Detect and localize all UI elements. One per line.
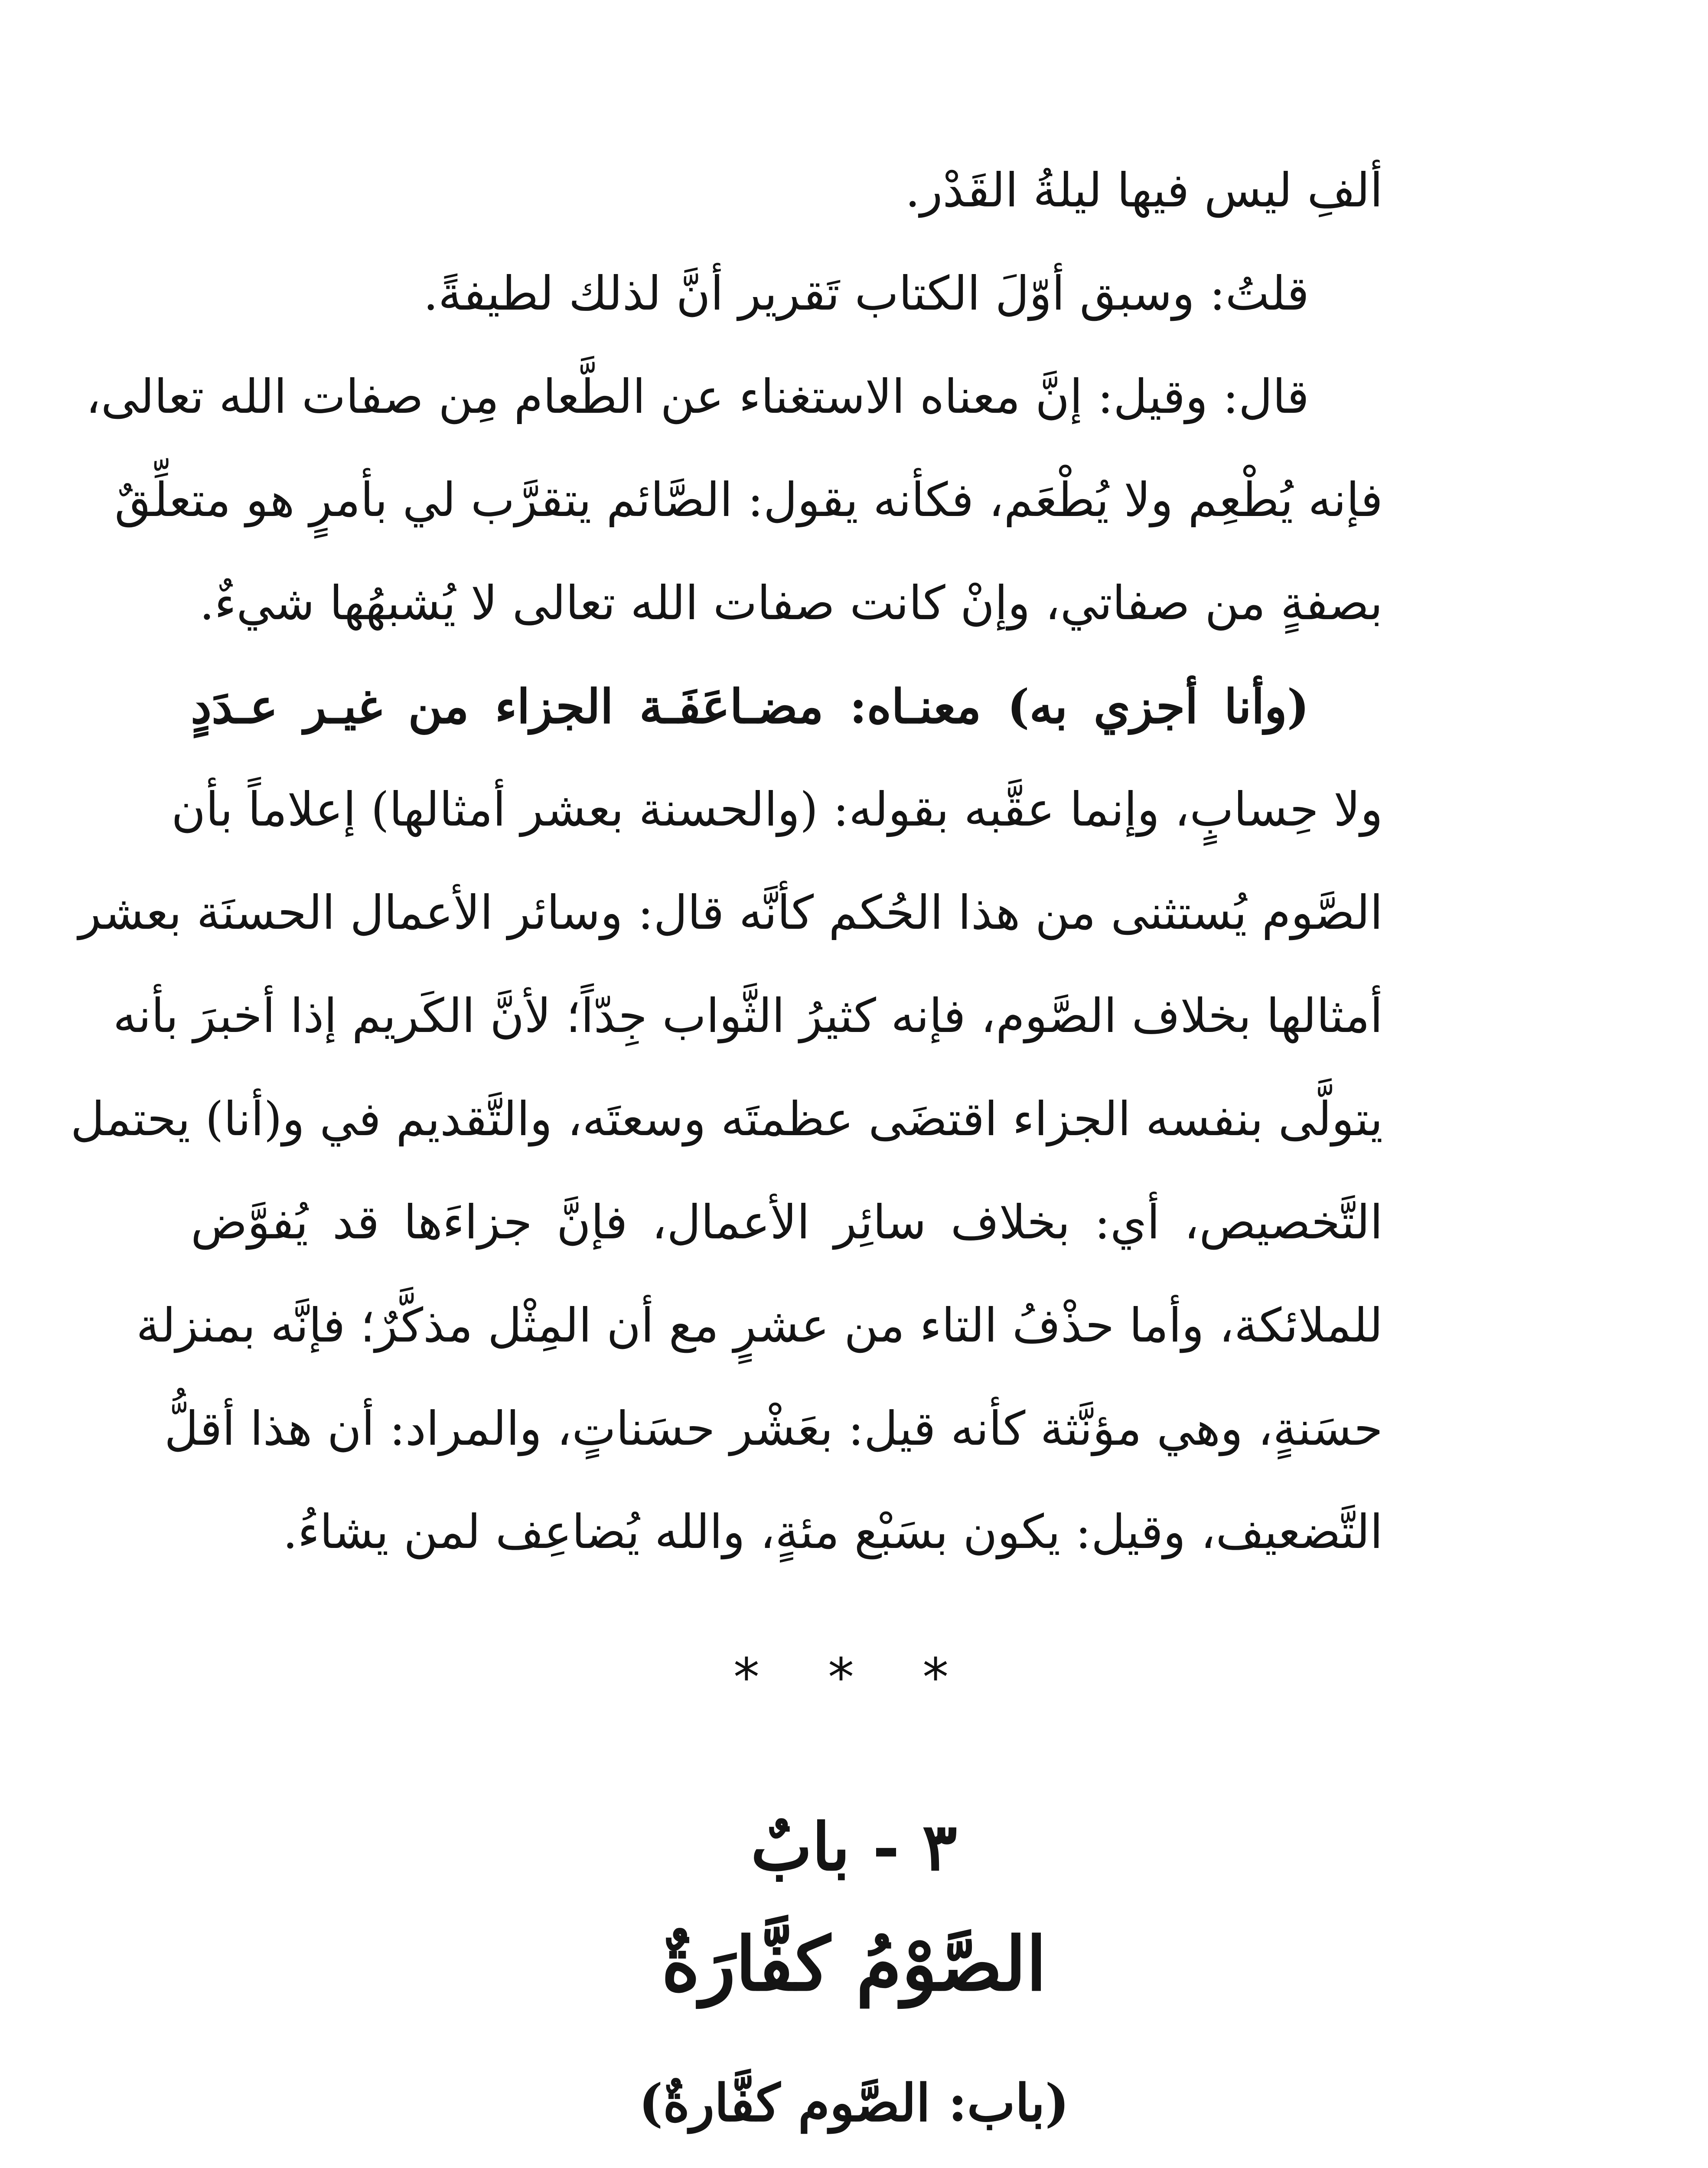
commentary-line: الصَّوم يُستثنى من هذا الحُكم كأنَّه قال: وسائر الأعمال الحسنَة بعشر — [78, 886, 1383, 940]
commentary-line: ولا حِسابٍ، وإنما عقَّبه بقوله: (والحسنة بعشر أمثالها) إعلاماً بأن — [171, 783, 1383, 837]
bab-heading: (باب: الصَّوم كفَّارةٌ) — [639, 2073, 1069, 2133]
commentary-line: التَّضعيف، وقيل: يكون بسَبْع مئةٍ، والله يُضاعِف لمن يشاءُ. — [283, 1505, 1383, 1559]
commentary-line: (وأنا أجزي به) معنـاه: مضـاعَفَـة الجزاء من غيـر عـدَدٍ — [191, 679, 1309, 734]
chapter-number: ٣ - بابٌ — [751, 1809, 957, 1885]
commentary-line: ألفِ ليس فيها ليلةُ القَدْر. — [905, 163, 1383, 218]
commentary-line: قال: وقيل: إنَّ معناه الاستغناء عن الطَّعام مِن صفات الله تعالى، — [85, 370, 1309, 424]
commentary-line: فإنه يُطْعِم ولا يُطْعَم، فكأنه يقول: الصَّائم يتقرَّب لي بأمرٍ هو متعلِّقٌ — [114, 473, 1383, 527]
hadith-isnad-line — [191, 2164, 1383, 2168]
chapter-title: الصَّوْمُ كفَّارَةٌ — [661, 1921, 1047, 2008]
commentary-line: للملائكة، وأما حذْفُ التاء من عشرٍ مع أن المِثْل مذكَّرٌ؛ فإنَّه بمنزلة — [136, 1299, 1383, 1353]
commentary-line: التَّخصيص، أي: بخلاف سائِر الأعمال، فإنَّ جزاءَها قد يُفوَّض — [191, 1195, 1383, 1250]
commentary-block — [70, 147, 1383, 1622]
commentary-line: بصفةٍ من صفاتي، وإنْ كانت صفات الله تعالى لا يُشبهُها شيءٌ. — [199, 576, 1383, 630]
section-separator: * * * — [733, 1648, 975, 1708]
commentary-line: يتولَّى بنفسه الجزاء اقتضَى عظمتَه وسعتَه، والتَّقديم في و(أنا) يحتمل — [70, 1092, 1383, 1146]
commentary-line: أمثالها بخلاف الصَّوم، فإنه كثيرُ الثَّواب جِدّاً؛ لأنَّ الكَريم إذا أخبرَ بأنه — [113, 989, 1383, 1043]
commentary-line: قلتُ: وسبق أوّلَ الكتاب تَقرير أنَّ لذلك لطيفةً. — [423, 267, 1309, 321]
commentary-line: حسَنةٍ، وهي مؤنَّثة كأنه قيل: بعَشْر حسَناتٍ، والمراد: أن هذا أقلُّ — [164, 1402, 1383, 1456]
